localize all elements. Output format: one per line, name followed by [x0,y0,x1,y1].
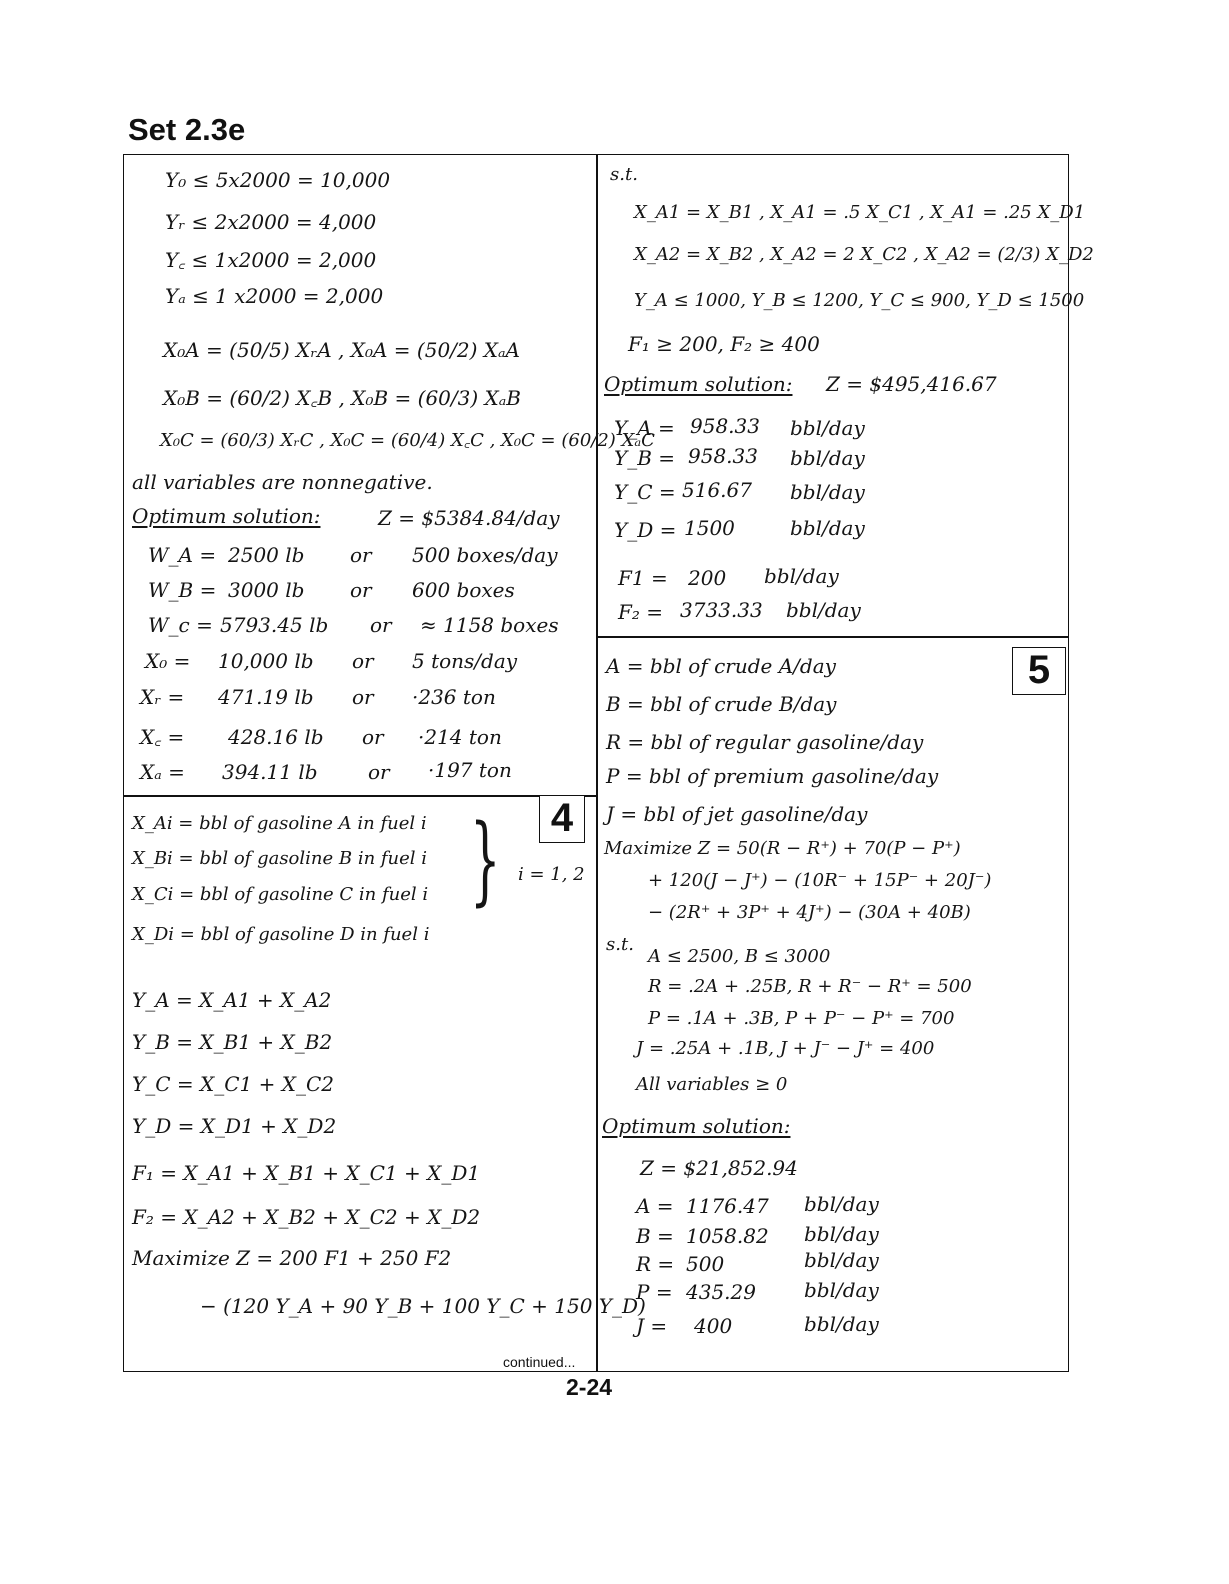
equation-line: Y_B = X_B1 + X_B2 [132,1030,333,1054]
objective-line: Maximize Z = 50(R − R⁺) + 70(P − P⁺) [604,838,961,859]
equation-line: X₀C = (60/3) XᵣC , X₀C = (60/4) X꜀C , X₀C = (60/2) XₐC [160,430,655,451]
result-var: P = [636,1280,673,1304]
result-value: 394.11 lb [222,760,318,784]
objective-line: + 120(J − J⁺) − (10R⁻ + 15P⁻ + 20J⁻) [648,870,992,891]
result-var: F₂ = [618,600,664,624]
result-value: 428.16 lb [228,725,324,749]
optimum-label: Optimum solution: [132,504,321,528]
result-or: or [368,760,390,784]
set-title: Set 2.3e [128,112,246,147]
equation-line: F₂ = X_A2 + X_B2 + X_C2 + X_D2 [132,1205,481,1229]
result-value: 471.19 lb [218,685,314,709]
result-unit: bbl/day [790,446,865,470]
variable-definition: X_Di = bbl of gasoline D in fuel i [132,924,430,945]
result-or: or [370,613,392,637]
result-var: W_B = [148,578,217,602]
variable-definition: J = bbl of jet gasoline/day [606,802,868,826]
variable-definition: P = bbl of premium gasoline/day [606,764,939,788]
variable-definition: X_Ai = bbl of gasoline A in fuel i [132,813,427,834]
objective-line: − (2R⁺ + 3P⁺ + 4J⁺) − (30A + 40B) [648,902,971,923]
result-var: Y_D = [614,518,677,542]
left-row-divider [123,795,597,797]
constraint-line: R = .2A + .25B, R + R⁻ − R⁺ = 500 [648,976,972,997]
result-value: 516.67 [682,478,752,502]
nonnegativity-note: all variables are nonnegative. [132,470,433,494]
subject-to-label: s.t. [610,164,638,185]
result-unit: bbl/day [804,1248,879,1272]
result-alt: ·214 ton [418,725,502,749]
equation-line: X₀A = (50/5) XᵣA , X₀A = (50/2) XₐA [163,338,520,362]
result-var: Xᵣ = [140,685,185,709]
variable-definition: B = bbl of crude B/day [606,692,837,716]
result-unit: bbl/day [804,1222,879,1246]
optimum-label: Optimum solution: [602,1114,791,1138]
result-unit: bbl/day [804,1278,879,1302]
variable-definition: X_Ci = bbl of gasoline C in fuel i [132,884,429,905]
result-unit: bbl/day [786,598,861,622]
result-var: W_c = [148,613,213,637]
equation-line: Y꜀ ≤ 1x2000 = 2,000 [165,248,377,272]
result-or: or [350,578,372,602]
result-var: R = [636,1252,675,1276]
result-value: 5793.45 lb [220,613,329,637]
result-var: Y_C = [614,480,676,504]
result-value: 500 [686,1252,725,1276]
result-unit: bbl/day [764,564,839,588]
result-or: or [362,725,384,749]
equation-line: Y_A = X_A1 + X_A2 [132,988,332,1012]
problem-number-5: 5 [1012,647,1066,695]
result-var: W_A = [148,543,217,567]
result-or: or [352,685,374,709]
result-value: 958.33 [690,414,760,438]
result-var: X₀ = [145,649,191,673]
constraint-line: X_A2 = X_B2 , X_A2 = 2 X_C2 , X_A2 = (2/3) X_D2 [634,244,1094,265]
optimum-value: Z = $21,852.94 [640,1156,798,1180]
result-value: 200 [688,566,727,590]
result-unit: bbl/day [790,516,865,540]
equation-line: Y_C = X_C1 + X_C2 [132,1072,334,1096]
result-var: B = [636,1224,674,1248]
result-value: 2500 lb [228,543,305,567]
result-value: 400 [694,1314,733,1338]
constraint-line: P = .1A + .3B, P + P⁻ − P⁺ = 700 [648,1008,955,1029]
subject-to-label: s.t. [606,934,634,955]
constraint-line: J = .25A + .1B, J + J⁻ − J⁺ = 400 [636,1038,935,1059]
equation-line: Y₀ ≤ 5x2000 = 10,000 [165,168,391,192]
equation-line: Yₐ ≤ 1 x2000 = 2,000 [165,284,384,308]
variable-definition: R = bbl of regular gasoline/day [606,730,924,754]
optimum-value: Z = $495,416.67 [826,372,997,396]
result-alt: ·236 ton [412,685,496,709]
result-unit: bbl/day [804,1192,879,1216]
result-var: X꜀ = [140,725,185,749]
result-value: 435.29 [686,1280,756,1304]
result-or: or [350,543,372,567]
result-alt: ≈ 1158 boxes [420,613,559,637]
result-value: 3000 lb [228,578,305,602]
result-var: Xₐ = [140,760,185,784]
optimum-label: Optimum solution: [604,372,793,396]
result-or: or [352,649,374,673]
result-alt: 5 tons/day [412,649,518,673]
objective-line: − (120 Y_A + 90 Y_B + 100 Y_C + 150 Y_D) [200,1294,646,1318]
constraint-line: All variables ≥ 0 [636,1074,788,1095]
result-value: 10,000 lb [218,649,314,673]
right-row-divider [596,636,1069,638]
result-value: 3733.33 [680,598,763,622]
objective-line: Maximize Z = 200 F1 + 250 F2 [132,1246,452,1270]
result-var: J = [636,1314,668,1338]
page-number: 2-24 [566,1374,613,1400]
result-alt: ·197 ton [428,758,512,782]
problem-number-4: 4 [539,795,585,843]
result-alt: 500 boxes/day [412,543,558,567]
index-note: i = 1, 2 [518,864,585,885]
constraint-line: A ≤ 2500, B ≤ 3000 [648,946,831,967]
equation-line: F₁ = X_A1 + X_B1 + X_C1 + X_D1 [132,1161,481,1185]
result-var: Y_B = [614,446,676,470]
continued-note: continued... [503,1354,576,1370]
result-alt: 600 boxes [412,578,515,602]
result-value: 1058.82 [686,1224,769,1248]
column-divider [596,154,598,1372]
equation-line: X₀B = (60/2) X꜀B , X₀B = (60/3) XₐB [163,386,521,410]
constraint-line: F₁ ≥ 200, F₂ ≥ 400 [628,332,820,356]
result-value: 958.33 [688,444,758,468]
variable-definition: A = bbl of crude A/day [606,654,836,678]
result-value: 1500 [684,516,735,540]
result-var: A = [636,1194,674,1218]
result-unit: bbl/day [790,480,865,504]
constraint-line: X_A1 = X_B1 , X_A1 = .5 X_C1 , X_A1 = .25 X_D1 [634,202,1086,223]
result-unit: bbl/day [804,1312,879,1336]
optimum-value: Z = $5384.84/day [378,506,560,530]
result-var: F1 = [618,566,668,590]
grouping-brace: } [470,804,501,916]
equation-line: Y_D = X_D1 + X_D2 [132,1114,337,1138]
variable-definition: X_Bi = bbl of gasoline B in fuel i [132,848,428,869]
result-value: 1176.47 [686,1194,769,1218]
equation-line: Yᵣ ≤ 2x2000 = 4,000 [165,210,377,234]
result-unit: bbl/day [790,416,865,440]
constraint-line: Y_A ≤ 1000, Y_B ≤ 1200, Y_C ≤ 900, Y_D ≤ 1500 [634,290,1085,311]
result-var: Y_A = [614,416,675,440]
